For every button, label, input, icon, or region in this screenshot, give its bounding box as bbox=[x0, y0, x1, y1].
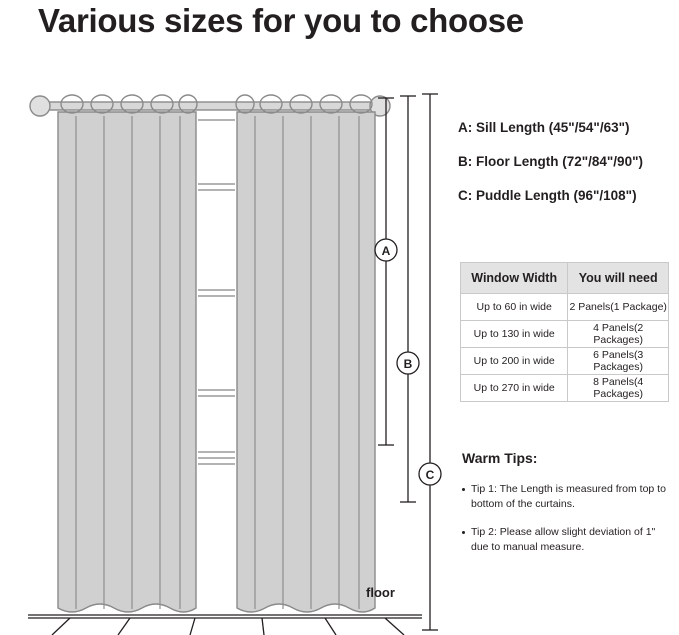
warm-tip-2: Tip 2: Please allow slight deviation of 1" due to manual measure. bbox=[462, 525, 674, 555]
marker-c-label: C bbox=[425, 468, 435, 482]
table-row bbox=[461, 294, 669, 321]
measure-a bbox=[375, 98, 397, 445]
curtain-panel-left bbox=[58, 95, 197, 612]
table-row bbox=[461, 321, 669, 348]
curtain-illustration bbox=[0, 60, 450, 635]
cell-need: 6 Panels(3 Packages) bbox=[568, 348, 669, 375]
cell-need: 8 Panels(4 Packages) bbox=[568, 375, 669, 402]
legend-item-c: C: Puddle Length (96"/108") bbox=[458, 188, 637, 203]
cell-width: Up to 270 in wide bbox=[461, 375, 568, 402]
table-header-row bbox=[461, 263, 669, 294]
measure-b bbox=[397, 96, 419, 502]
cell-need: 2 Panels(1 Package) bbox=[568, 294, 669, 321]
table-row bbox=[461, 348, 669, 375]
window-frame bbox=[198, 120, 235, 464]
marker-a-label: A bbox=[381, 244, 391, 258]
cell-width: Up to 60 in wide bbox=[461, 294, 568, 321]
panel-quantity-table bbox=[460, 262, 669, 402]
table-header-you-will-need: You will need bbox=[568, 263, 669, 294]
floor-label: floor bbox=[366, 585, 395, 600]
warm-tips-title: Warm Tips: bbox=[462, 450, 538, 466]
marker-b-label: B bbox=[403, 357, 413, 371]
legend-item-a: A: Sill Length (45"/54"/63") bbox=[458, 120, 630, 135]
measure-c bbox=[419, 94, 441, 630]
warm-tip-1: Tip 1: The Length is measured from top to bottom of the curtains. bbox=[462, 482, 674, 512]
page-title: Various sizes for you to choose bbox=[38, 2, 524, 39]
cell-width: Up to 130 in wide bbox=[461, 321, 568, 348]
warm-tips-section bbox=[462, 450, 674, 568]
table-header-window-width: Window Width bbox=[461, 263, 568, 294]
length-legend bbox=[458, 120, 673, 222]
floor-lines bbox=[28, 615, 422, 635]
cell-width: Up to 200 in wide bbox=[461, 348, 568, 375]
cell-need: 4 Panels(2 Packages) bbox=[568, 321, 669, 348]
legend-item-b: B: Floor Length (72"/84"/90") bbox=[458, 154, 643, 169]
curtain-panel-right bbox=[236, 95, 375, 612]
table-row bbox=[461, 375, 669, 402]
